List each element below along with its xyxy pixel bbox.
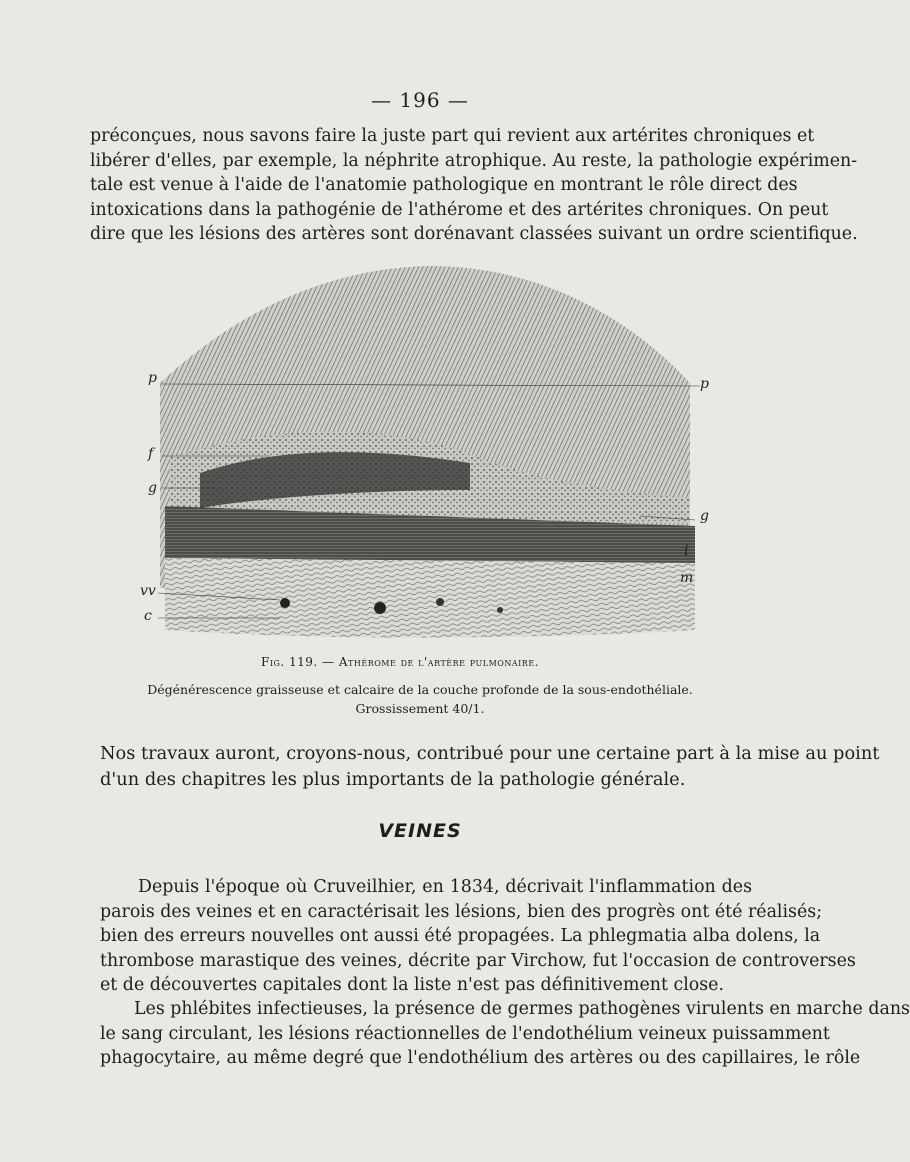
figure-label-p-right: p	[700, 376, 709, 392]
figure-label-m: m	[680, 570, 694, 586]
paragraph-2	[100, 741, 880, 793]
figure-label-g-left: g	[148, 480, 157, 496]
figure-caption-description: Dégénérescence graisseuse et calcaire de la couche profonde de la sous-endothéliale.	[147, 682, 693, 697]
text-line: parois des veines et en caractérisait les lésions, bien des progrès ont été réalisés;	[100, 901, 823, 922]
text-line: Depuis l'époque où Cruveilhier, en 1834, décrivait l'inflammation des	[138, 877, 752, 897]
text-line: Nos travaux auront, croyons-nous, contribué pour une certaine part à la mise au point	[100, 743, 880, 764]
text-line: dire que les lésions des artères sont dorénavant classées suivant un ordre scientifique.	[90, 224, 858, 244]
figure-label-p-left: p	[148, 370, 157, 386]
paragraph-3	[100, 875, 856, 998]
figure-label-g-right: g	[700, 508, 709, 524]
figure-label-i: i	[684, 543, 689, 559]
text-line: phagocytaire, au même degré que l'endothélium des artères ou des capillaires, le rôle	[100, 1048, 861, 1069]
text-line: préconçues, nous savons faire la juste part qui revient aux artérites chroniques et	[90, 126, 815, 146]
text-line: bien des erreurs nouvelles ont aussi été propagées. La phlegmatia alba dolens, la	[100, 926, 821, 947]
paragraph-4	[100, 997, 910, 1071]
figure-label-c: c	[144, 608, 152, 624]
text-line: et de découvertes capitales dont la liste n'est pas définitivement close.	[100, 975, 724, 996]
paragraph-1	[90, 124, 858, 247]
figure-label-f: f	[148, 446, 154, 462]
text-line: thrombose marastique des veines, décrite par Virchow, fut l'occasion de controverses	[100, 950, 856, 971]
page-number: — 196 —	[371, 88, 469, 112]
figure-label-vv: vv	[140, 583, 156, 599]
text-line: d'un des chapitres les plus importants de la pathologie générale.	[100, 769, 686, 790]
figure-caption-title: Fig. 119. — Athérome de l'artère pulmonaire.	[261, 655, 539, 669]
section-heading: VEINES	[378, 820, 462, 842]
text-line: Les phlébites infectieuses, la présence de germes pathogènes virulents en marche dans	[134, 999, 910, 1019]
text-line: intoxications dans la pathogénie de l'athérome et des artérites chroniques. On peut	[90, 199, 829, 220]
text-line: le sang circulant, les lésions réactionnelles de l'endothélium veineux puissamment	[100, 1023, 830, 1044]
figure-caption-magnification: Grossissement 40/1.	[355, 701, 485, 716]
artery-cross-section-illustration	[140, 258, 720, 646]
text-line: libérer d'elles, par exemple, la néphrite atrophique. Au reste, la pathologie expérimen-	[90, 150, 858, 171]
histology-figure	[140, 258, 720, 646]
text-line: tale est venue à l'aide de l'anatomie pathologique en montrant le rôle direct des	[90, 175, 798, 195]
